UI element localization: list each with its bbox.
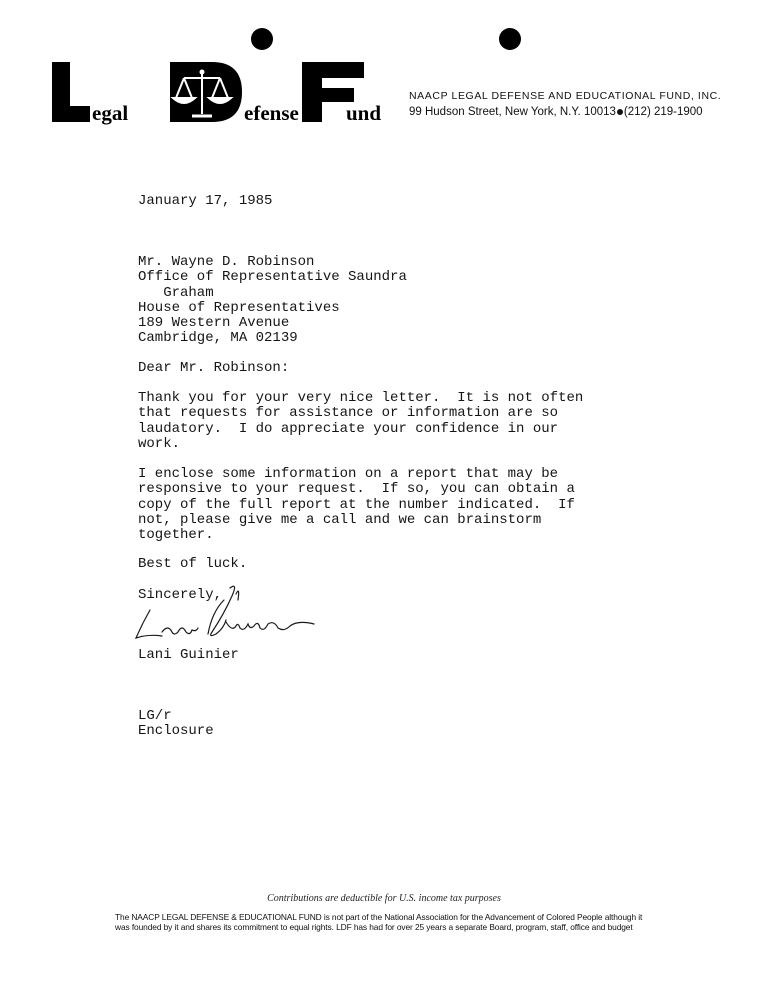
- disclaimer-line: was founded by it and shares its commitment to equal rights. LDF has had for over 25 years a separate Board, program, staff, office and budget: [115, 922, 633, 933]
- typist-initials: LG/r: [138, 708, 172, 724]
- logo-word-efense: efense: [244, 101, 299, 125]
- disclaimer-line: The NAACP LEGAL DEFENSE & EDUCATIONAL FUND is not part of the National Association for the Advancement of Colored People although it: [115, 912, 643, 922]
- punch-hole-left: [251, 28, 273, 50]
- organization-name: NAACP LEGAL DEFENSE AND EDUCATIONAL FUND, INC.: [409, 90, 722, 102]
- paragraph-line: that requests for assistance or information are so: [138, 405, 559, 422]
- logo-word-egal: egal: [92, 101, 129, 125]
- recipient-line: Cambridge, MA 02139: [138, 330, 298, 347]
- handwritten-signature: [128, 580, 328, 650]
- paragraph-line: responsive to your request. If so, you can obtain a: [138, 481, 575, 498]
- body-paragraph-2: [138, 467, 575, 543]
- body-paragraph-1: [138, 391, 583, 452]
- sign-off: Sincerely,: [138, 587, 223, 603]
- paragraph-line: work.: [138, 435, 181, 452]
- recipient-line: 189 Western Avenue: [138, 315, 290, 332]
- enclosure-note: Enclosure: [138, 723, 214, 740]
- paragraph-line: together.: [138, 527, 214, 544]
- paragraph-line: I enclose some information on a report that may be: [138, 466, 559, 482]
- footer-disclaimer: [115, 912, 705, 933]
- logo-word-und: und: [346, 101, 382, 125]
- reference-block: [138, 709, 214, 740]
- ldf-logo: [52, 58, 392, 126]
- tax-deduction-note: Contributions are deductible for U.S. income tax purposes: [267, 893, 501, 904]
- address-street: 99 Hudson Street, New York, N.Y. 10013: [409, 106, 616, 118]
- recipient-address: [138, 255, 407, 347]
- paragraph-line: laudatory. I do appreciate your confidence in our: [138, 420, 559, 437]
- bullet-dot-icon: [617, 109, 623, 115]
- letter-date: January 17, 1985: [138, 193, 273, 209]
- closing-line: Best of luck.: [138, 556, 248, 572]
- phone-number: (212) 219-1900: [623, 106, 703, 118]
- organization-address: [409, 106, 721, 118]
- recipient-line: House of Representatives: [138, 299, 340, 316]
- signer-name: Lani Guinier: [138, 647, 239, 663]
- recipient-line: Office of Representative Saundra: [138, 269, 407, 286]
- recipient-line: Mr. Wayne D. Robinson: [138, 254, 315, 270]
- salutation: Dear Mr. Robinson:: [138, 360, 290, 376]
- paragraph-line: Thank you for your very nice letter. It is not often: [138, 390, 584, 406]
- recipient-line: Graham: [138, 284, 214, 301]
- punch-hole-right: [499, 28, 521, 50]
- paragraph-line: not, please give me a call and we can brainstorm: [138, 511, 542, 528]
- organization-header: [409, 90, 721, 118]
- paragraph-line: copy of the full report at the number indicated. If: [138, 496, 575, 513]
